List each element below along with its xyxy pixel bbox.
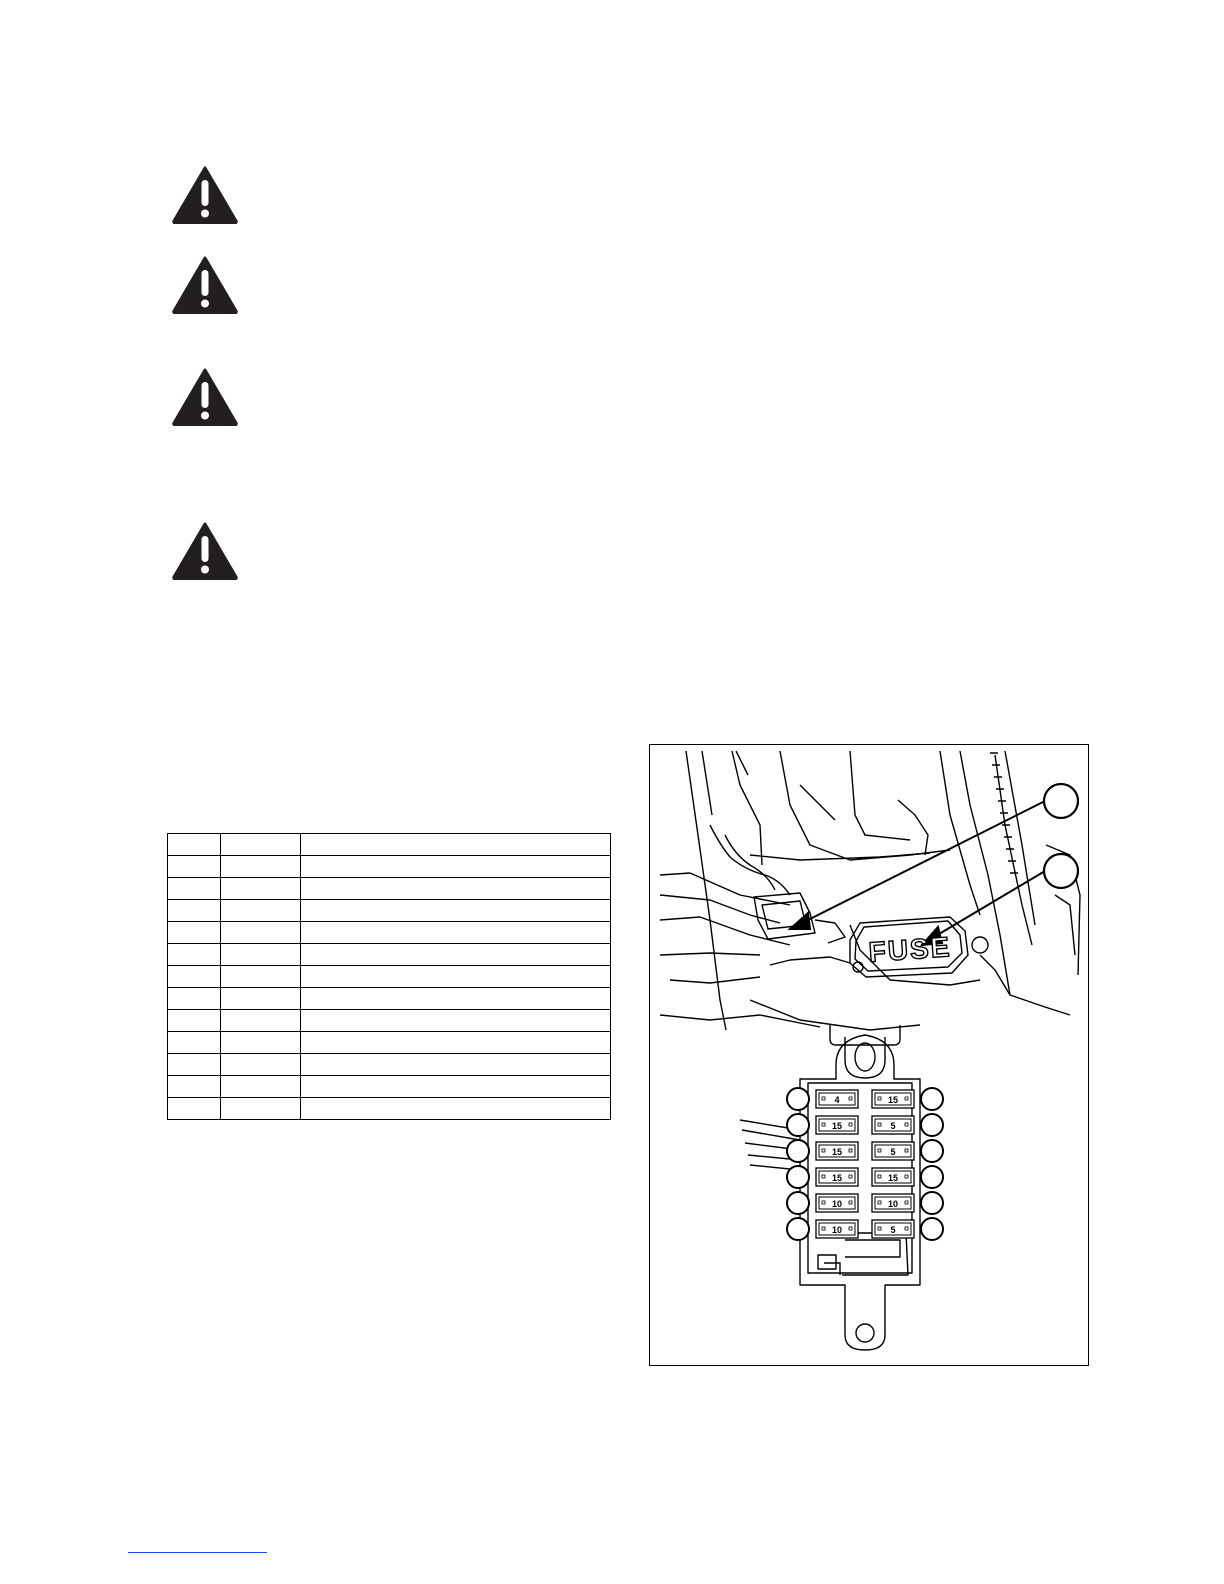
fuse-cover-label: FUSE <box>867 931 953 968</box>
table-cell <box>301 988 611 1010</box>
warning-triangle-icon <box>172 522 238 580</box>
fuse-slot <box>872 1114 943 1136</box>
table-cell <box>168 1076 221 1098</box>
fuse-rating-label: 15 <box>831 1121 843 1131</box>
table-row <box>168 988 611 1010</box>
table-cell <box>301 922 611 944</box>
table-cell <box>221 900 301 922</box>
table-cell <box>168 988 221 1010</box>
table-cell <box>168 878 221 900</box>
warning-triangle-icon <box>172 256 238 314</box>
table-row <box>168 878 611 900</box>
table-cell <box>221 834 301 856</box>
footer-link-underline[interactable] <box>128 1552 267 1553</box>
table-cell <box>301 1032 611 1054</box>
fuse-slot <box>787 1192 858 1214</box>
fuse-slot <box>787 1114 858 1136</box>
table-cell <box>301 1054 611 1076</box>
table-cell <box>168 1098 221 1120</box>
fuse-slot <box>872 1166 943 1188</box>
table-row <box>168 1054 611 1076</box>
table-cell <box>221 966 301 988</box>
table-cell <box>301 1076 611 1098</box>
fuse-callout-circle <box>921 1192 943 1214</box>
fuse-rating-label: 5 <box>890 1147 896 1157</box>
table-cell <box>301 900 611 922</box>
fuse-slot <box>872 1088 943 1110</box>
table-cell <box>221 856 301 878</box>
table-cell <box>168 900 221 922</box>
fuse-slot <box>872 1192 943 1214</box>
callout-circle-1 <box>1044 784 1078 818</box>
table-row <box>168 944 611 966</box>
fuse-callout-circle <box>921 1114 943 1136</box>
fuse-rating-label: 5 <box>890 1121 896 1131</box>
table-row <box>168 1010 611 1032</box>
table-cell <box>168 944 221 966</box>
fuse-callout-circle <box>921 1140 943 1162</box>
fuse-rating-label: 10 <box>887 1199 899 1209</box>
table-row <box>168 1032 611 1054</box>
table-cell <box>168 1054 221 1076</box>
table-row <box>168 856 611 878</box>
table-row <box>168 1076 611 1098</box>
fuse-rating-label: 4 <box>834 1095 840 1105</box>
table-cell <box>301 944 611 966</box>
fuse-table <box>167 833 611 1120</box>
fuse-slot <box>787 1218 858 1240</box>
table-cell <box>168 834 221 856</box>
fuse-slot <box>787 1088 858 1110</box>
table-cell <box>221 1010 301 1032</box>
fuse-slot <box>872 1140 943 1162</box>
table-row <box>168 966 611 988</box>
warning-triangle-icon <box>172 166 238 224</box>
fuse-callout-circle <box>787 1140 809 1162</box>
fuse-rating-label: 15 <box>831 1147 843 1157</box>
fuse-box-illustration <box>650 745 1087 1364</box>
warning-triangle-icon <box>172 368 238 426</box>
table-cell <box>301 834 611 856</box>
table-cell <box>221 878 301 900</box>
table-cell <box>221 944 301 966</box>
fuse-callout-circle <box>787 1114 809 1136</box>
table-cell <box>301 856 611 878</box>
fuse-slot <box>787 1140 858 1162</box>
fuse-slot <box>787 1166 858 1188</box>
table-cell <box>168 966 221 988</box>
fuse-box-figure <box>649 744 1089 1366</box>
fuse-callout-circle <box>787 1218 809 1240</box>
fuse-callout-circle <box>921 1218 943 1240</box>
table-cell <box>221 988 301 1010</box>
fuse-callout-circle <box>787 1192 809 1214</box>
table-cell <box>168 922 221 944</box>
fuse-callout-circle <box>921 1088 943 1110</box>
table-cell <box>221 1098 301 1120</box>
table-row <box>168 834 611 856</box>
table-row <box>168 900 611 922</box>
fuse-rating-label: 15 <box>887 1173 899 1183</box>
table-row <box>168 922 611 944</box>
table-cell <box>221 1076 301 1098</box>
table-cell <box>221 922 301 944</box>
table-cell <box>168 856 221 878</box>
fuse-callout-circle <box>787 1166 809 1188</box>
fuse-slot <box>872 1218 943 1240</box>
fuse-rating-label: 15 <box>887 1095 899 1105</box>
table-cell <box>168 1032 221 1054</box>
fuse-rating-label: 10 <box>831 1225 843 1235</box>
callout-circle-2 <box>1044 854 1078 888</box>
fuse-rating-label: 15 <box>831 1173 843 1183</box>
table-cell <box>301 1098 611 1120</box>
table-cell <box>301 1010 611 1032</box>
table-cell <box>301 878 611 900</box>
table-cell <box>168 1010 221 1032</box>
table-cell <box>221 1054 301 1076</box>
table-cell <box>221 1032 301 1054</box>
fuse-callout-circle <box>787 1088 809 1110</box>
fuse-rating-label: 10 <box>831 1199 843 1209</box>
table-row <box>168 1098 611 1120</box>
fuse-callout-circle <box>921 1166 943 1188</box>
fuse-rating-label: 5 <box>890 1225 896 1235</box>
table-cell <box>301 966 611 988</box>
